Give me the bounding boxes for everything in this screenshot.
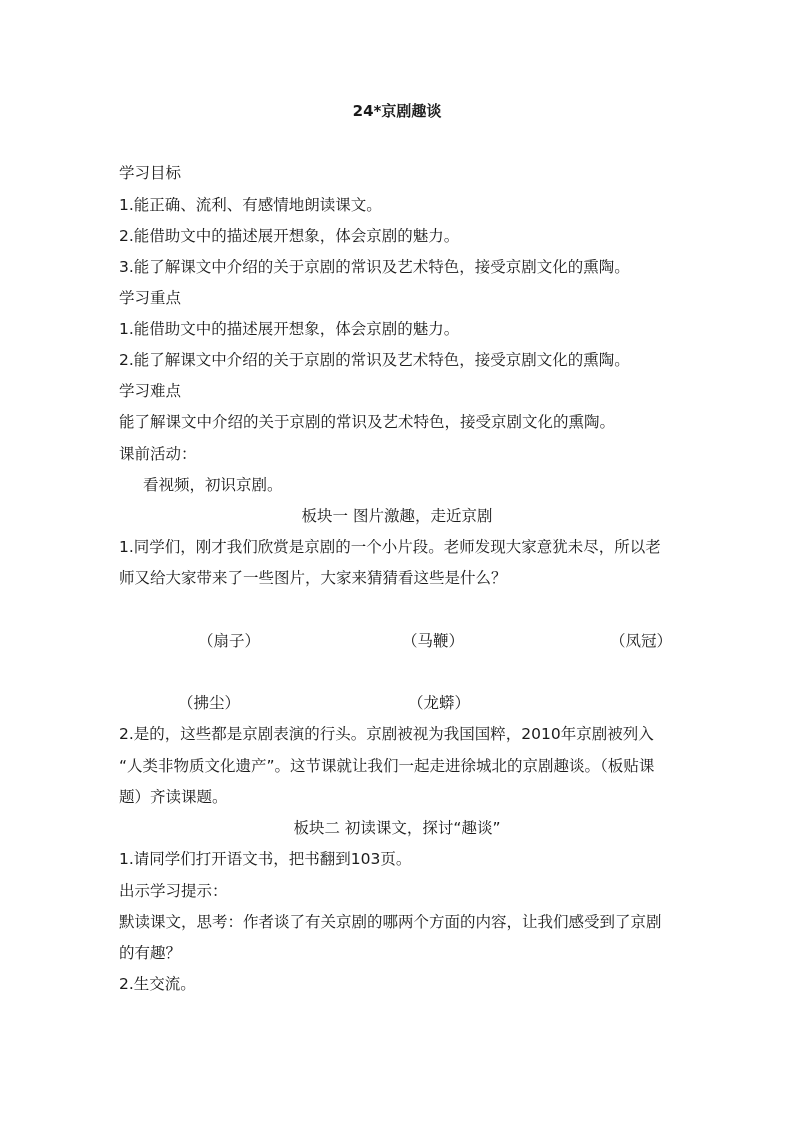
objective-item-1: 1.能正确、流利、有感情地朗读课文。 <box>119 196 382 214</box>
section1-paragraph1-line1: 1.同学们，刚才我们欣赏是京剧的一个小片段。老师发现大家意犹未尽，所以老 <box>119 538 661 556</box>
section1-paragraph2-line1: 2.是的，这些都是京剧表演的行头。京剧被视为我国国粹，2010年京剧被列入 <box>119 725 654 743</box>
difficulty-text: 能了解课文中介绍的关于京剧的常识及艺术特色，接受京剧文化的熏陶。 <box>119 413 616 431</box>
image-label-fan: （扇子） <box>198 632 261 650</box>
section1-heading: 板块一 图片激趣，走近京剧 <box>301 507 493 525</box>
key-point-item-2: 2.能了解课文中介绍的关于京剧的常识及艺术特色，接受京剧文化的熏陶。 <box>119 351 630 369</box>
image-label-crown: （凤冠） <box>610 632 673 650</box>
objective-item-2: 2.能借助文中的描述展开想象，体会京剧的魅力。 <box>119 227 460 245</box>
section2-prompt-line2: 的有趣？ <box>119 944 182 962</box>
image-label-whip: （马鞭） <box>402 632 465 650</box>
key-points-heading: 学习重点 <box>119 289 182 307</box>
section1-paragraph2-line2: “人类非物质文化遗产”。这节课就让我们一起走进徐城北的京剧趣谈。（板贴课 <box>119 757 655 775</box>
section2-heading: 板块二 初读课文，探讨“趣谈” <box>293 819 501 837</box>
section1-paragraph2-line3: 题）齐读课题。 <box>119 788 228 806</box>
section2-prompt-heading: 出示学习提示： <box>119 882 228 900</box>
section2-paragraph1: 1.请同学们打开语文书，把书翻到103页。 <box>119 850 412 868</box>
image-label-whisk: （拂尘） <box>178 694 241 712</box>
section1-paragraph1-line2: 师又给大家带来了一些图片，大家来猜猜看这些是什么？ <box>119 569 507 587</box>
key-point-item-1: 1.能借助文中的描述展开想象，体会京剧的魅力。 <box>119 320 460 338</box>
objectives-heading: 学习目标 <box>119 164 182 182</box>
document-title: 24*京剧趣谈 <box>352 102 442 120</box>
pre-class-heading: 课前活动： <box>119 445 197 463</box>
image-label-robe: （龙蟒） <box>408 694 471 712</box>
section2-paragraph2: 2.生交流。 <box>119 975 196 993</box>
objective-item-3: 3.能了解课文中介绍的关于京剧的常识及艺术特色，接受京剧文化的熏陶。 <box>119 258 630 276</box>
section2-prompt-line1: 默读课文，思考：作者谈了有关京剧的哪两个方面的内容，让我们感受到了京剧 <box>119 913 662 931</box>
pre-class-text: 看视频，初识京剧。 <box>143 476 283 494</box>
difficulty-heading: 学习难点 <box>119 382 182 400</box>
